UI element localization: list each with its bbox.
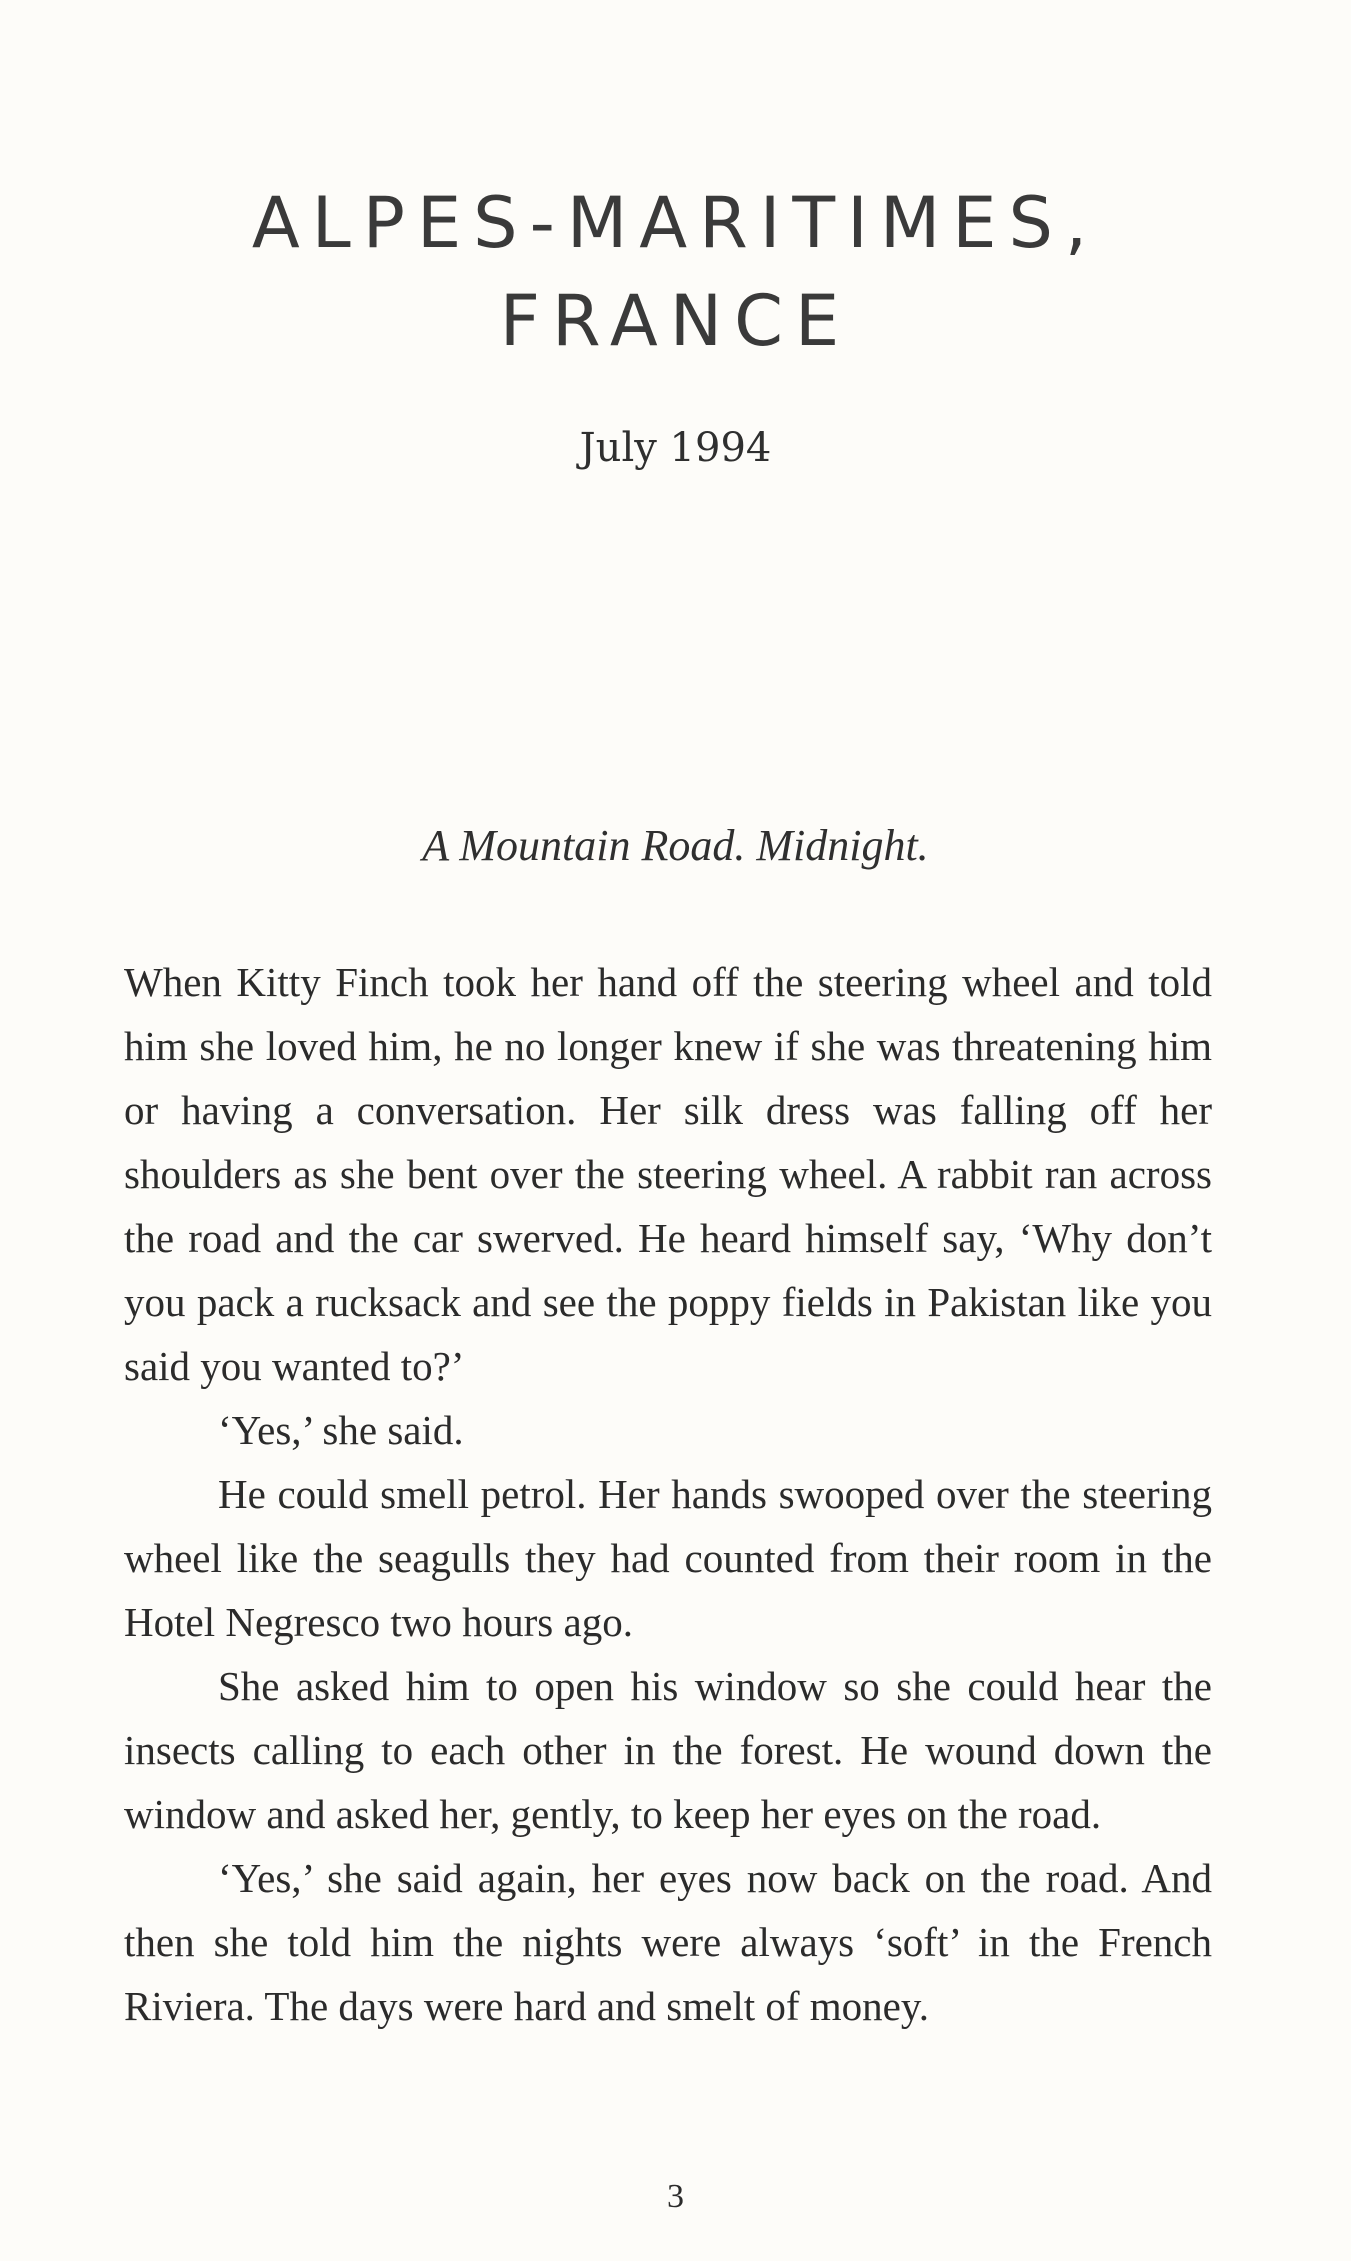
- paragraph: She asked him to open his window so she could hear the insects calling to each other in the forest. He wound down the window and asked her, gently, to keep her eyes on the road.: [124, 1663, 1212, 1837]
- chapter-date: July 1994: [579, 425, 772, 471]
- page-number: 3: [667, 2178, 684, 2215]
- paragraph: ‘Yes,’ she said.: [218, 1407, 464, 1453]
- paragraph: He could smell petrol. Her hands swooped over the steering wheel like the seagulls they had counted from their room in the Hotel Negresco two hours ago.: [124, 1471, 1212, 1645]
- body-text: [124, 950, 1212, 2038]
- paragraph: When Kitty Finch took her hand off the steering wheel and told him she loved him, he no longer knew if she was threatening him or having a conversation. Her silk dress was falling off her shoulders as she bent over the steering wheel. A rabbit ran across the road and the car swerved. He heard himself say, ‘Why don’t you pack a rucksack and see the poppy fields in Pakistan like you said you wanted to?’: [124, 959, 1212, 1389]
- chapter-heading-line-2: FRANCE: [499, 280, 852, 362]
- paragraph: ‘Yes,’ she said again, her eyes now back on the road. And then she told him the nights were always ‘soft’ in the French Riviera. The days were hard and smelt of money.: [124, 1855, 1212, 2029]
- section-title: A Mountain Road. Midnight.: [422, 821, 929, 870]
- chapter-heading-line-1: ALPES-MARITIMES,: [251, 182, 1100, 264]
